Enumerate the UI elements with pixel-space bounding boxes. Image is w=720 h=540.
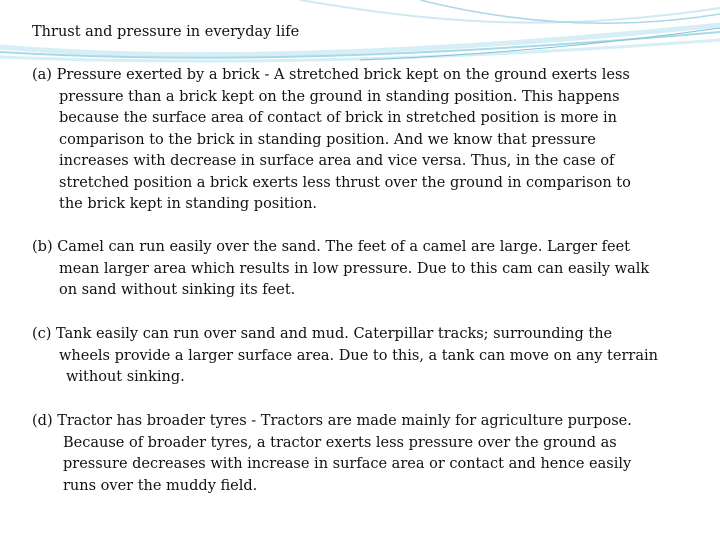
paragraph-line: comparison to the brick in standing position. And we know that pressure: [59, 131, 596, 148]
paragraph-a: [32, 65, 692, 216]
paragraph-line: (b) Camel can run easily over the sand. The feet of a camel are large. Larger feet: [32, 239, 631, 255]
paragraph-line: the brick kept in standing position.: [59, 196, 318, 212]
paragraph-line: without sinking.: [66, 369, 185, 385]
paragraph-b: [32, 237, 692, 302]
paragraph-line: wheels provide a larger surface area. Due to this, a tank can move on any terrain: [59, 347, 658, 364]
paragraph-line: on sand without sinking its feet.: [59, 282, 296, 298]
paragraph-line: (a) Pressure exerted by a brick - A stretched brick kept on the ground exerts less: [32, 67, 630, 83]
paragraph-line: mean larger area which results in low pressure. Due to this cam can easily walk: [59, 260, 650, 277]
paragraph-line: increases with decrease in surface area and vice versa. Thus, in the case of: [59, 153, 615, 169]
paragraph-line: runs over the muddy field.: [63, 477, 258, 494]
paragraph-c: [32, 324, 692, 389]
paragraph-line: pressure than a brick kept on the ground in standing position. This happens: [59, 88, 620, 105]
slide-title: Thrust and pressure in everyday life: [32, 24, 300, 40]
paragraph-line: Because of broader tyres, a tractor exerts less pressure over the ground as: [63, 434, 617, 451]
paragraph-line: stretched position a brick exerts less thrust over the ground in comparison to: [59, 174, 631, 191]
paragraph-d: [32, 411, 692, 497]
paragraph-line: pressure decreases with increase in surface area or contact and hence easily: [63, 456, 632, 472]
paragraph-line: because the surface area of contact of brick in stretched position is more in: [59, 110, 618, 126]
paragraph-line: (d) Tractor has broader tyres - Tractors are made mainly for agriculture purpose.: [32, 413, 632, 429]
paragraph-line: (c) Tank easily can run over sand and mud. Caterpillar tracks; surrounding the: [32, 326, 613, 342]
